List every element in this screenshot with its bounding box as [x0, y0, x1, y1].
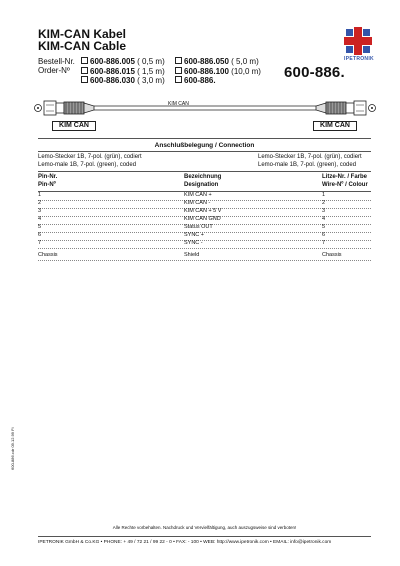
right-connector-desc-en: Lemo-male 1B, 7-pol. (green), coded — [258, 162, 357, 168]
left-connector-tag: KIM CAN — [52, 121, 96, 131]
checkbox-icon — [175, 57, 182, 64]
cell-wire: Chassis — [322, 252, 342, 258]
order-column-2 — [175, 57, 261, 86]
cell-designation: KIM CAN + — [184, 192, 212, 198]
cell-pin: 7 — [38, 240, 42, 246]
header-wire-en: Wire-Nº / Colour — [322, 182, 368, 188]
right-connector-desc-de: Lemo-Stecker 1B, 7-pol. (grün), codiert — [258, 154, 362, 160]
cell-pin: 4 — [38, 216, 42, 222]
divider — [38, 138, 371, 139]
cell-pin: 1 — [38, 192, 42, 198]
order-column-1 — [81, 57, 165, 86]
cell-pin: 3 — [38, 208, 42, 214]
ipetronik-logo-icon — [344, 27, 372, 55]
header-wire-de: Litze-Nr. / Farbe — [322, 174, 368, 180]
cell-wire: 4 — [322, 216, 326, 222]
order-item: 600-886.030 ( 3,0 m) — [81, 76, 165, 86]
header-pin-de: Pin-Nr. — [38, 174, 58, 180]
cable-diagram — [32, 96, 378, 124]
divider — [38, 536, 371, 537]
cell-wire: 1 — [322, 192, 326, 198]
rights-notice: Alle Rechte vorbehalten. Nachdruck und Vervielfältigung, auch auszugsweise sind verboten! — [112, 525, 297, 530]
header-pin-en: Pin-Nº — [38, 182, 56, 188]
checkbox-icon — [175, 76, 182, 83]
side-file-note: 600-886.cdr 09.12.99 Fi — [10, 427, 15, 470]
right-connector-icon — [316, 101, 376, 115]
order-item: 600-886.015 ( 1,5 m) — [81, 67, 165, 77]
header-designation-en: Designation — [184, 182, 219, 188]
cell-pin: 2 — [38, 200, 42, 206]
right-connector-tag: KIM CAN — [313, 121, 357, 131]
order-item: 600-886.050 ( 5,0 m) — [175, 57, 261, 67]
left-connector-desc-de: Lemo-Stecker 1B, 7-pol. (grün), codiert — [38, 154, 142, 160]
cell-wire: 6 — [322, 232, 326, 238]
table-row — [38, 240, 371, 249]
header-designation-de: Bezeichnung — [184, 174, 222, 180]
cable-label: KIM CAN — [168, 101, 189, 107]
order-label-en: Order-Nº — [38, 66, 70, 75]
cell-pin: 5 — [38, 224, 42, 230]
cell-designation: KIM CAN + 5 V — [184, 208, 222, 214]
order-label-de: Bestell-Nr. — [38, 57, 75, 66]
divider — [38, 151, 371, 152]
cell-wire: 7 — [322, 240, 326, 246]
checkbox-icon — [81, 67, 88, 74]
cell-wire: 5 — [322, 224, 326, 230]
title-line-en: KIM-CAN Cable — [38, 39, 127, 53]
cell-pin: 6 — [38, 232, 42, 238]
cell-designation: SYNC - — [184, 240, 203, 246]
cell-wire: 2 — [322, 200, 326, 206]
cell-designation: SYNC + — [184, 232, 205, 238]
order-item: 600-886.100 (10,0 m) — [175, 67, 261, 77]
cell-pin: Chassis — [38, 252, 58, 258]
order-item: 600-886. — [175, 76, 261, 86]
cell-designation: Status OUT — [184, 224, 213, 230]
checkbox-icon — [81, 57, 88, 64]
chassis-row — [38, 252, 371, 261]
company-contact: IPETRONIK GmbH & Co.KG • PHONE: + 49 / 72 21 / 99 22 - 0 • FAX: - 100 • WEB: http://www.ipetronik.com • EMAIL: info@ipetronik.com — [38, 540, 332, 545]
order-item: 600-886.005 ( 0,5 m) — [81, 57, 165, 67]
connection-heading: Anschlußbelegung / Connection — [154, 142, 255, 149]
divider — [38, 171, 371, 172]
checkbox-icon — [175, 67, 182, 74]
left-connector-icon — [35, 101, 95, 115]
cell-wire: 3 — [322, 208, 326, 214]
cell-designation: Shield — [184, 252, 200, 258]
cell-designation: KIM CAN - — [184, 200, 211, 206]
left-connector-desc-en: Lemo-male 1B, 7-pol. (green), coded — [38, 162, 137, 168]
checkbox-icon — [81, 76, 88, 83]
logo-text: IPETRONIK — [344, 56, 374, 62]
title-line-de: KIM-CAN Kabel — [38, 27, 127, 41]
part-number: 600-886. — [284, 64, 345, 81]
cell-designation: KIM CAN GND — [184, 216, 221, 222]
